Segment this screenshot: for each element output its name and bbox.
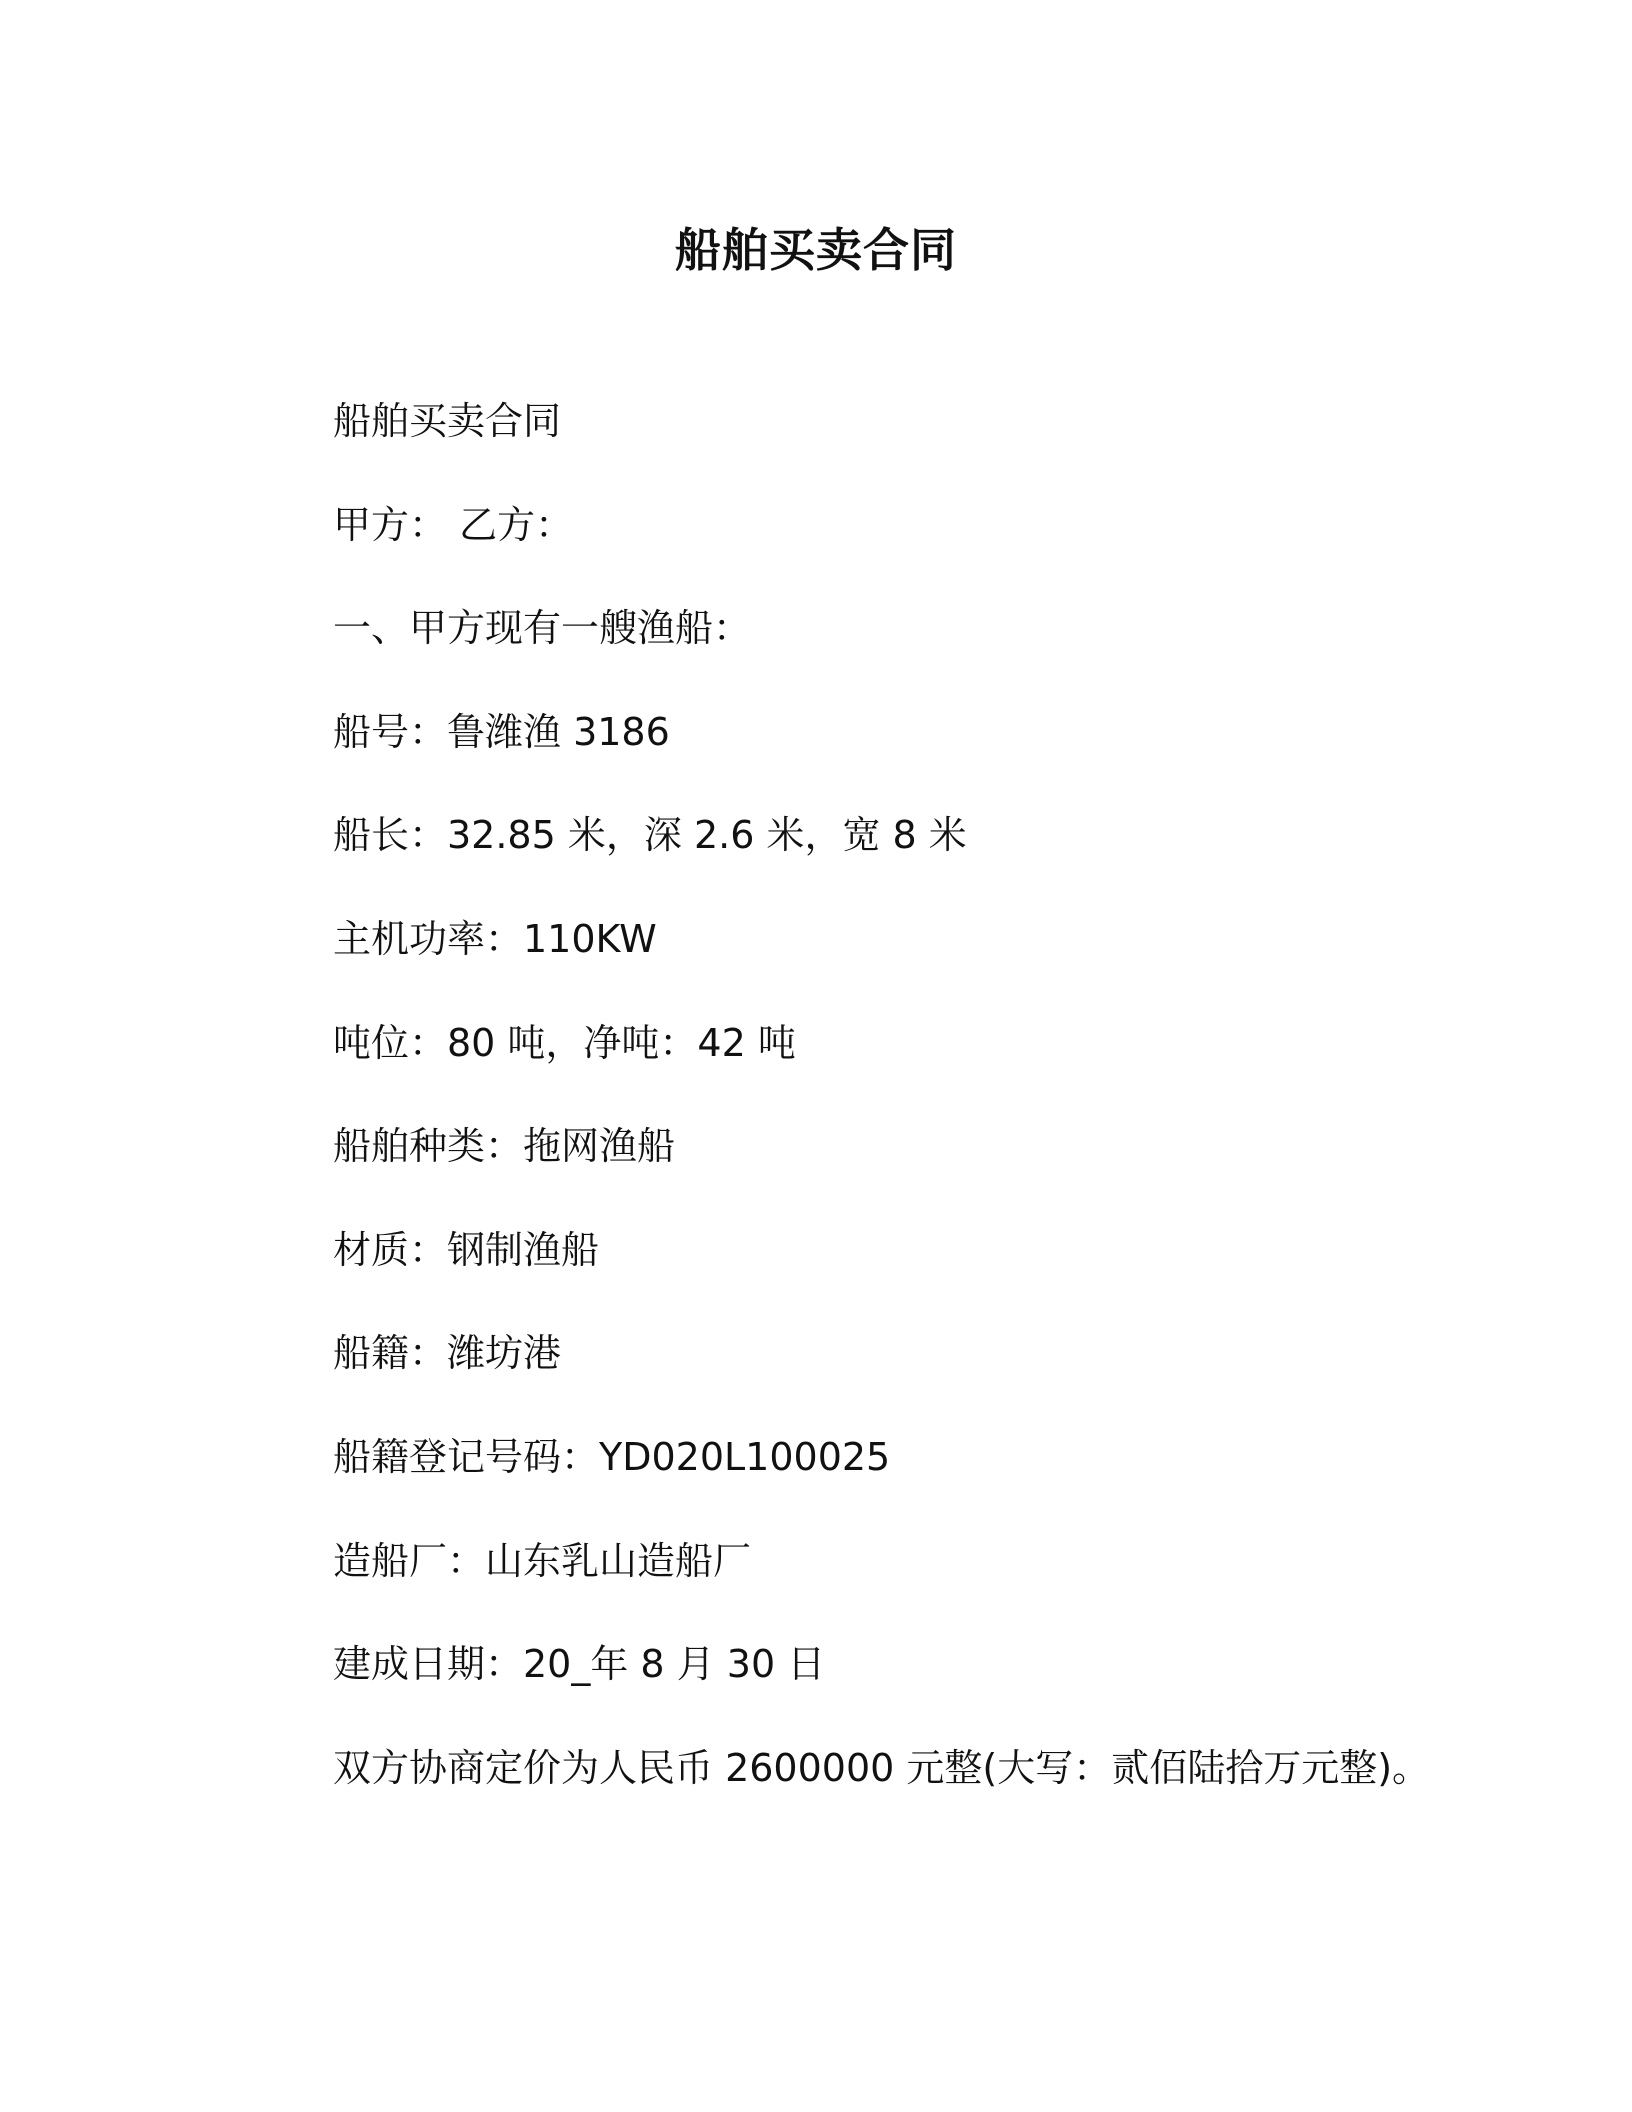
document-title: 船舶买卖合同 <box>675 223 957 277</box>
ship-number-line: 船号：鲁潍渔 3186 <box>333 709 670 754</box>
tonnage-line: 吨位：80 吨，净吨：42 吨 <box>333 1020 796 1065</box>
registration-number-line: 船籍登记号码：YD020L100025 <box>333 1434 891 1479</box>
price-line: 双方协商定价为人民币 2600000 元整(大写：贰佰陆拾万元整)。 <box>333 1745 1431 1790</box>
build-date-line: 建成日期：20_年 8 月 30 日 <box>333 1642 826 1687</box>
contract-heading: 船舶买卖合同 <box>333 399 562 443</box>
shipyard-line: 造船厂：山东乳山造船厂 <box>333 1538 752 1583</box>
section-one-heading: 一、甲方现有一艘渔船： <box>333 606 752 651</box>
engine-power-line: 主机功率：110KW <box>333 916 657 961</box>
registry-port-line: 船籍：潍坊港 <box>333 1331 562 1376</box>
ship-type-line: 船舶种类：拖网渔船 <box>333 1124 676 1169</box>
material-line: 材质：钢制渔船 <box>333 1227 600 1272</box>
document-body <box>333 397 1513 1847</box>
ship-dimensions-line: 船长：32.85 米，深 2.6 米，宽 8 米 <box>333 813 967 858</box>
parties-line: 甲方： 乙方： <box>333 502 574 547</box>
